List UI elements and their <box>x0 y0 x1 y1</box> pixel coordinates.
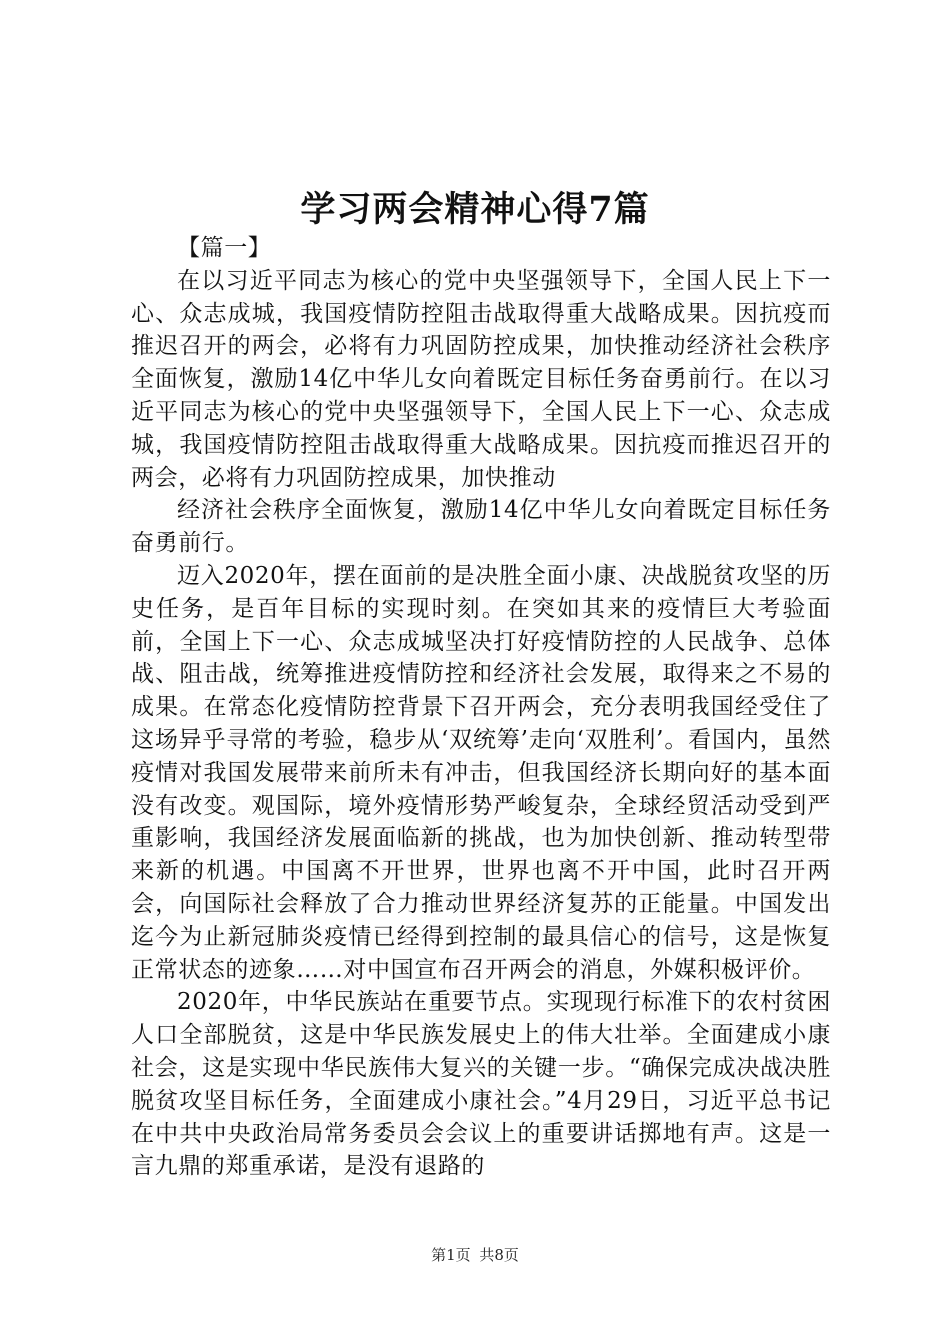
document-title: 学习两会精神心得7篇 <box>300 189 650 230</box>
paragraph: 在以习近平同志为核心的党中央坚强领导下，全国人民上下一心、众志成城，我国疫情防控阻击战取得重大战略成果。因抗疫而推迟召开的两会，必将有力巩固防控成果，加快推动经济社会秩序全面恢复，激励14亿中华儿女向着既定目标任务奋勇前行。在以习近平同志为核心的党中央坚强领导下，全国人民上下一心、众志成城，我国疫情防控阻击战取得重大战略成果。因抗疫而推迟召开的两会，必将有力巩固防控成果，加快推动 <box>131 267 831 491</box>
document-body <box>131 232 831 1183</box>
page-footer: 第1页 共8页 <box>431 1246 519 1264</box>
paragraph: 经济社会秩序全面恢复，激励14亿中华儿女向着既定目标任务奋勇前行。 <box>131 497 831 557</box>
paragraph: 迈入2020年，摆在面前的是决胜全面小康、决战脱贫攻坚的历史任务，是百年目标的实现时刻。在突如其来的疫情巨大考验面前，全国上下一心、众志成城坚决打好疫情防控的人民战争、总体战、阻击战，统筹推进疫情防控和经济社会发展，取得来之不易的成果。在常态化疫情防控背景下召开两会，充分表明我国经受住了这场异乎寻常的考验，稳步从‘双统筹’走向‘双胜利’。看国内，虽然疫情对我国发展带来前所未有冲击，但我国经济长期向好的基本面没有改变。观国际，境外疫情形势严峻复杂，全球经贸活动受到严重影响，我国经济发展面临新的挑战，也为加快创新、推动转型带来新的机遇。中国离不开世界，世界也离不开中国，此时召开两会，向国际社会释放了合力推动世界经济复苏的正能量。中国发出迄今为止新冠肺炎疫情已经得到控制的最具信心的信号，这是恢复正常状态的迹象……对中国宣布召开两会的消息，外媒积极评价。 <box>131 562 831 983</box>
section-heading: 【篇一】 <box>177 235 272 261</box>
paragraph: 2020年，中华民族站在重要节点。实现现行标准下的农村贫困人口全部脱贫，这是中华民族发展史上的伟大壮举。全面建成小康社会，这是实现中华民族伟大复兴的关键一步。“确保完成决战决胜脱贫攻坚目标任务，全面建成小康社会。”4月29日，习近平总书记在中共中央政治局常务委员会会议上的重要讲话掷地有声。这是一言九鼎的郑重承诺，是没有退路的 <box>131 989 831 1180</box>
